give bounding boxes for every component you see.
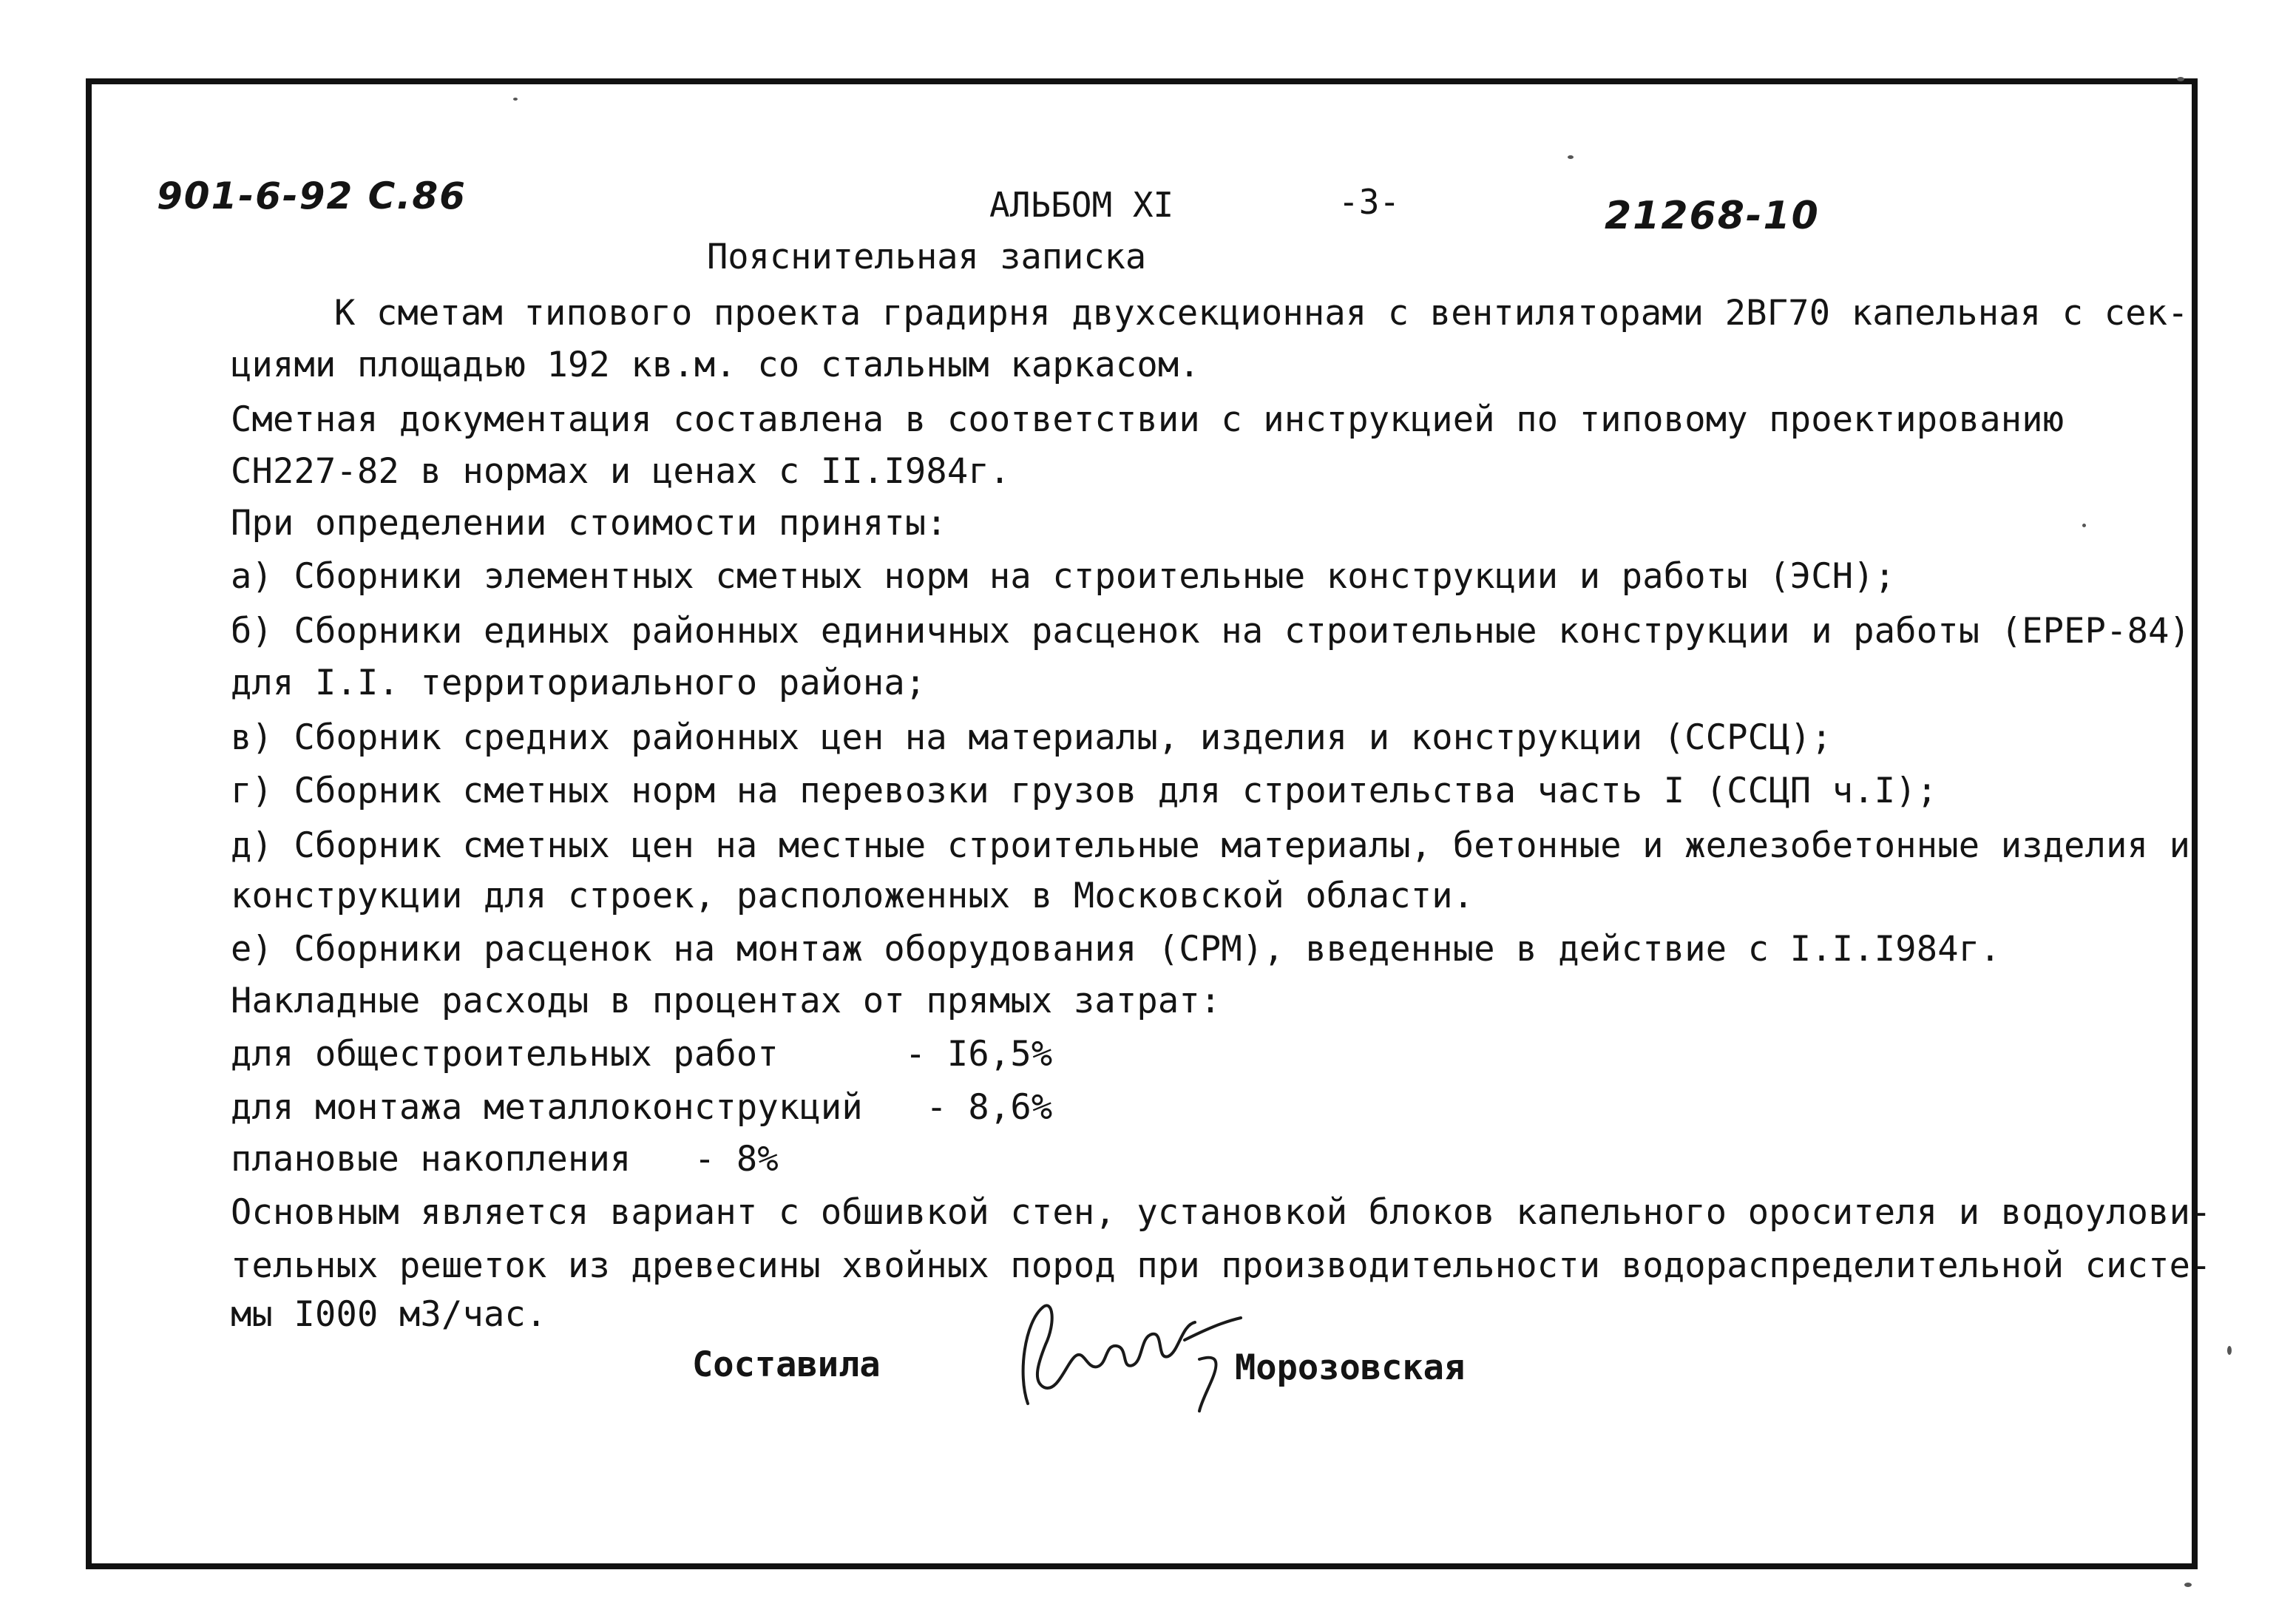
scan-speck (2227, 1346, 2232, 1355)
text-line: б) Сборники единых районных единичных расценок на строительные конструкции и работы (ЕРЕР-84) (231, 611, 2191, 652)
text-line: в) Сборник средних районных цен на материалы, изделия и конструкции (ССРСЦ); (231, 717, 1832, 758)
scan-speck (2082, 524, 2086, 527)
text-line: К сметам типового проекта градирня двухсекционная с вентиляторами 2ВГ70 капельная с сек- (334, 293, 2189, 334)
inventory-number: 21268-10 (1605, 194, 1820, 238)
scan-speck (513, 98, 518, 101)
text-line: для I.I. территориального района; (231, 663, 927, 703)
text-line: При определении стоимости приняты: (231, 503, 947, 544)
page-number: -3- (1338, 182, 1401, 222)
document-title: Пояснительная записка (707, 237, 1147, 277)
album-label: АЛЬБОМ XI (989, 185, 1174, 225)
text-line: тельных решеток из древесины хвойных пород при производительности водораспределительной систе- (231, 1245, 2212, 1286)
document-code: 901-6-92 С.86 (157, 175, 467, 217)
signature-label: Составила (692, 1344, 881, 1385)
text-line: е) Сборники расценок на монтаж оборудования (СРМ), введенные в действие с I.I.I984г. (231, 929, 2001, 970)
scan-speck (1568, 155, 1574, 159)
text-line: для общестроительных работ - I6,5% (231, 1034, 1053, 1075)
text-line: конструкции для строек, расположенных в Московской области. (231, 876, 1474, 916)
text-line: г) Сборник сметных норм на перевозки грузов для строительства часть I (ССЦП ч.I); (231, 771, 1938, 811)
handwritten-signature (1010, 1293, 1247, 1418)
text-line: Основным является вариант с обшивкой стен, установкой блоков капельного оросителя и водоулови- (231, 1192, 2212, 1233)
text-line: д) Сборник сметных цен на местные строительные материалы, бетонные и железобетонные изделия и (231, 825, 2191, 866)
text-line: а) Сборники элементных сметных норм на строительные конструкции и работы (ЭСН); (231, 556, 1896, 597)
scan-speck (2184, 1583, 2192, 1587)
signer-name: Морозовская (1235, 1347, 1466, 1388)
text-line: СН227-82 в нормах и ценах с II.I984г. (231, 451, 1011, 492)
text-line: Сметная документация составлена в соответствии с инструкцией по типовому проектированию (231, 399, 2065, 440)
scan-speck (2177, 77, 2184, 81)
text-line: плановые накопления - 8% (231, 1139, 779, 1180)
text-line: Накладные расходы в процентах от прямых затрат: (231, 981, 1222, 1021)
text-line: мы I000 м3/час. (231, 1294, 547, 1335)
text-line: для монтажа металлоконструкций - 8,6% (231, 1087, 1053, 1128)
text-line: циями площадью 192 кв.м. со стальным каркасом. (231, 345, 1200, 385)
